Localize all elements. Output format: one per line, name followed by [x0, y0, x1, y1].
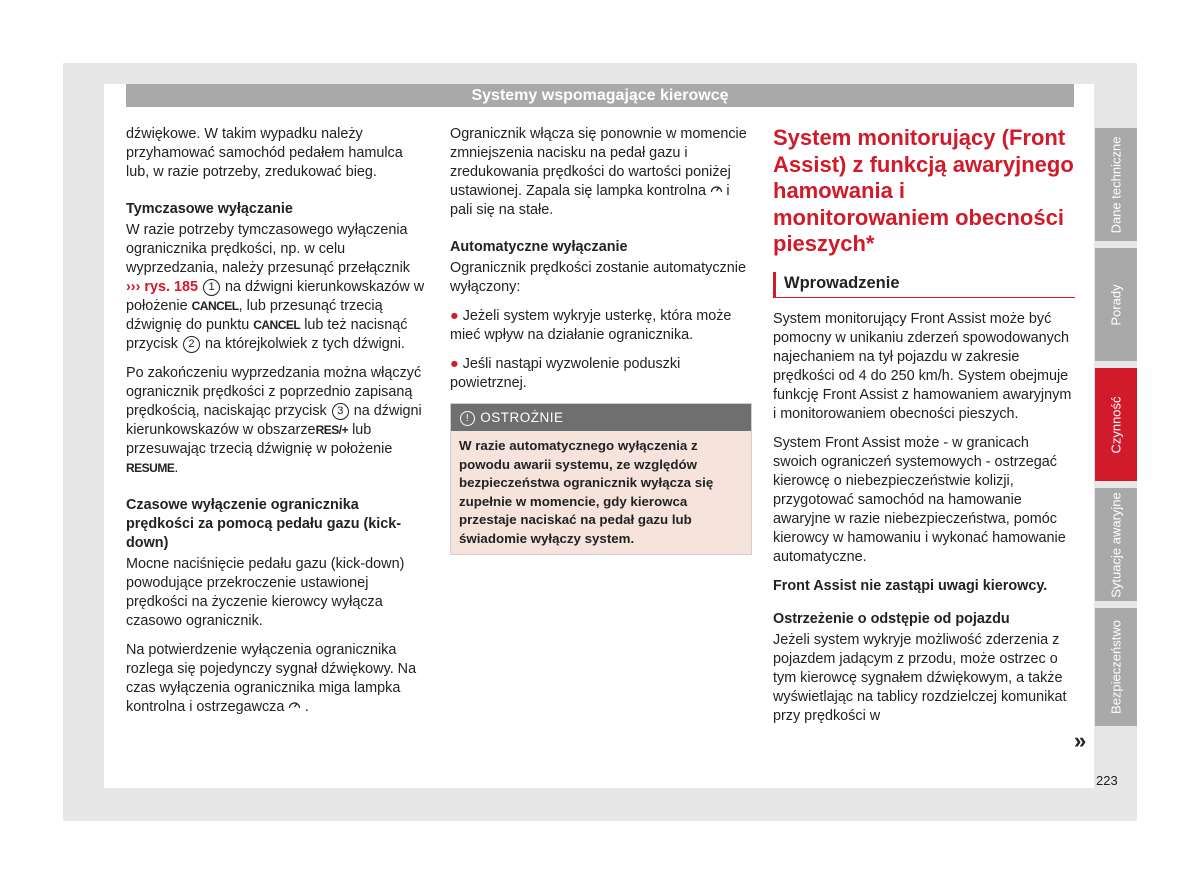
paragraph: System monitorujący Front Assist może być pomocny w unikaniu zderzeń spowodowanych najechaniem na tył pojazdu w zakresie prędkości od 4 do 250 km/h. System obejmuje funkcję Front Assist z hamowaniem awaryjnym i monitorowaniem obecności pieszych.: [773, 310, 1072, 422]
tab-porady[interactable]: Porady: [1095, 248, 1137, 361]
heading-distance-warning: Ostrzeżenie o odstępie od pojazdu: [773, 610, 1010, 627]
paragraph-resume: Po zakończeniu wyprzedzania można włączyć ogranicznik prędkości z poprzednio zapisaną prędkością, naciskając przycisk 3 na dźwigni kierunkowskazów w obszarzeRES/+ lub przesuwając trzecią dźwignię w położenie RESUME.: [126, 365, 422, 476]
section-title: System monitorujący (Front Assist) z funkcją awaryjnego hamowania i monitorowaniem obecności pieszych*: [773, 125, 1074, 256]
res-plus-label: RES/+: [315, 423, 349, 437]
tab-dane-techniczne[interactable]: Dane techniczne: [1095, 128, 1137, 241]
tab-sytuacje-awaryjne[interactable]: Sytuacje awaryjne: [1095, 488, 1137, 601]
bullet-icon: ●: [450, 308, 459, 324]
tab-bezpieczenstwo[interactable]: Bezpieczeństwo: [1095, 608, 1137, 726]
emphasis-paragraph: Front Assist nie zastąpi uwagi kierowcy.: [773, 577, 1048, 594]
heading-temporary-off: Tymczasowe wyłączanie: [126, 201, 293, 217]
callout-1: 1: [203, 279, 220, 296]
warning-box: [450, 403, 752, 555]
warning-header: ! OSTROŻNIE: [451, 404, 751, 431]
list-item: ● Jeśli nastąpi wyzwolenie poduszki powietrznej.: [450, 356, 681, 391]
paragraph-confirmation: Na potwierdzenie wyłączenia ogranicznika rozlega się pojedynczy sygnał dźwiękowy. Na czas wyłączenia ogranicznika miga lampka kontrolna i ostrzegawcza .: [126, 642, 417, 715]
speed-limiter-lamp-icon: [288, 700, 304, 714]
section-header: Systemy wspomagające kierowcę: [126, 84, 1074, 107]
callout-3: 3: [332, 403, 349, 420]
paragraph-temporary-off: W razie potrzeby tymczasowego wyłączenia ogranicznika prędkości, np. w celu wyprzedzania, należy przesunąć przełącznik ››› rys. 185 1 na dźwigni kierunkowskazów w położenie CANCEL, lub przesunąć trzecią dźwignię do punktu CANCEL lub też nacisnąć przycisk 2 na którejkolwiek z tych dźwigni.: [126, 222, 425, 352]
figure-reference-link[interactable]: ››› rys. 185: [126, 279, 198, 295]
column-3: [773, 125, 1075, 736]
column-1: [126, 125, 428, 727]
heading-kickdown: Czasowe wyłączenie ogranicznika prędkości za pomocą pedału gazu (kick-down): [126, 497, 402, 551]
speed-limiter-lamp-icon: [710, 184, 726, 198]
page-number: 223: [1096, 773, 1118, 788]
bullet-icon: ●: [450, 356, 459, 372]
cancel-label: CANCEL: [253, 318, 301, 332]
paragraph: dźwiękowe. W takim wypadku należy przyhamować samochód pedałem hamulca lub, w razie potrzeby, zredukować bieg.: [126, 126, 403, 180]
warning-icon: !: [460, 411, 475, 426]
paragraph-kickdown: Mocne naciśnięcie pedału gazu (kick-down) powodujące przekroczenie ustawionej prędkości na życzenie kierowcy wyłącza czasowo ogranicznik.: [126, 556, 405, 629]
tab-czynnosc[interactable]: Czynność: [1095, 368, 1137, 481]
warning-text: W razie automatycznego wyłączenia z powodu awarii systemu, ze względów bezpieczeństwa ogranicznik wyłącza się zupełnie w momencie, gdy kierowca przestaje naciskać na pedał gazu lub świadomie wyłączy system.: [451, 431, 751, 554]
paragraph-automatic-off: Ogranicznik prędkości zostanie automatycznie wyłączony:: [450, 260, 746, 295]
resume-label: RESUME: [126, 461, 175, 475]
column-2: [450, 125, 752, 555]
heading-automatic-off: Automatyczne wyłączanie: [450, 239, 628, 255]
paragraph-reactivation: Ogranicznik włącza się ponownie w momencie zmniejszenia nacisku na pedał gazu i zredukowania prędkości do wartości poniżej ustawionej. Zapala się lampka kontrolna i pali się na stałe.: [450, 126, 747, 218]
paragraph: Jeżeli system wykryje możliwość zderzenia z pojazdem jadącym z przodu, może ostrzec o tym kierowcę sygnałem dźwiękowym, a także wyświetlając na tablicy rozdzielczej komunikat przy prędkości w: [773, 631, 1067, 724]
continue-icon: »: [1074, 728, 1087, 753]
list-item: ● Jeżeli system wykryje usterkę, która może mieć wpływ na działanie ogranicznika.: [450, 308, 732, 343]
subsection-heading: Wprowadzenie: [773, 272, 1075, 298]
callout-2: 2: [183, 336, 200, 353]
cancel-label: CANCEL: [191, 299, 239, 313]
paragraph: System Front Assist może - w granicach swoich ograniczeń systemowych - ostrzegać kierowcę o niebezpieczeństwie kolizji, przygotować samochód na hamowanie awaryjne w razie niebezpieczeństwa, pomóc kierowcy w hamowaniu i wykonać hamowanie automatyczne.: [773, 434, 1066, 565]
